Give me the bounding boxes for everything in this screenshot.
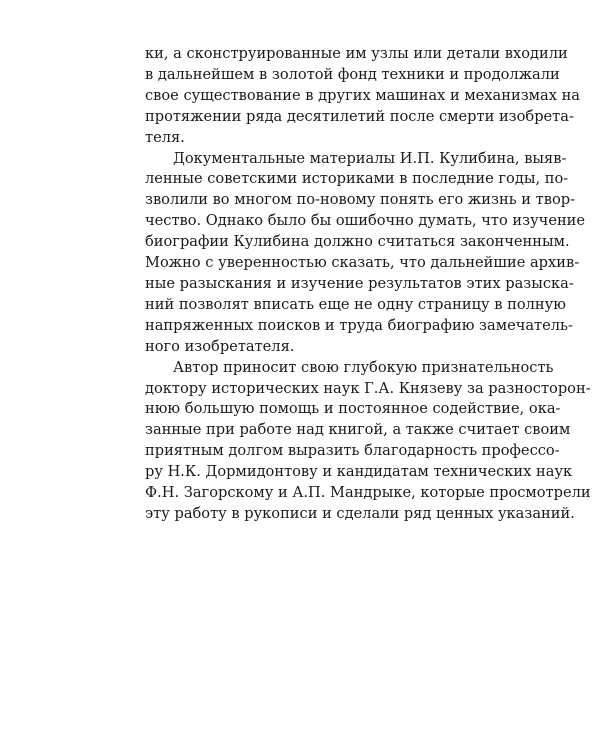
text-line: чество. Однако было бы ошибочно думать, что изучение <box>145 212 586 230</box>
text-line: Документальные материалы И.П. Кулибина, выяв- <box>173 149 567 167</box>
text-line: ки, а сконструированные им узлы или детали входили <box>145 45 568 62</box>
text-line: ного изобретателя. <box>145 337 295 355</box>
text-line: в дальнейшем в золотой фонд техники и продолжали <box>145 65 560 83</box>
text-line: Ф.Н. Загорскому и А.П. Мандрыке, которые просмотрели <box>145 484 591 502</box>
text-line: нюю большую помощь и постоянное содействие, ока- <box>145 400 561 418</box>
text-line: ру Н.К. Дормидонтову и кандидатам технических наук <box>145 463 573 481</box>
text-line: ний позволят вписать еще не одну страницу в полную <box>145 295 566 313</box>
body-text <box>145 44 591 525</box>
text-line: приятным долгом выразить благодарность профессо- <box>145 442 560 460</box>
paragraph-3 <box>145 358 591 525</box>
paragraph-2 <box>145 149 586 358</box>
text-line: Автор приносит свою глубокую признательность <box>173 358 554 376</box>
text-line: эту работу в рукописи и сделали ряд ценных указаний. <box>145 504 575 522</box>
text-line: занные при работе над книгой, а также считает своим <box>145 421 571 439</box>
paragraph-1 <box>145 44 581 149</box>
text-line: доктору исторических наук Г.А. Князеву за разносторон- <box>145 379 591 397</box>
text-line: теля. <box>145 128 185 146</box>
text-line: зволили во многом по-новому понять его жизнь и твор- <box>145 191 576 209</box>
text-line: ные разыскания и изучение результатов этих разыска- <box>145 274 574 292</box>
text-line: Можно с уверенностью сказать, что дальнейшие архив- <box>145 254 580 272</box>
text-line: протяжении ряда десятилетий после смерти изобрета- <box>145 107 574 125</box>
text-line: свое существование в других машинах и механизмах на <box>145 86 581 104</box>
text-line: напряженных поисков и труда биографию замечатель- <box>145 316 573 334</box>
text-line: ленные советскими историками в последние годы, по- <box>145 170 569 188</box>
text-line: биографии Кулибина должно считаться законченным. <box>145 233 570 251</box>
